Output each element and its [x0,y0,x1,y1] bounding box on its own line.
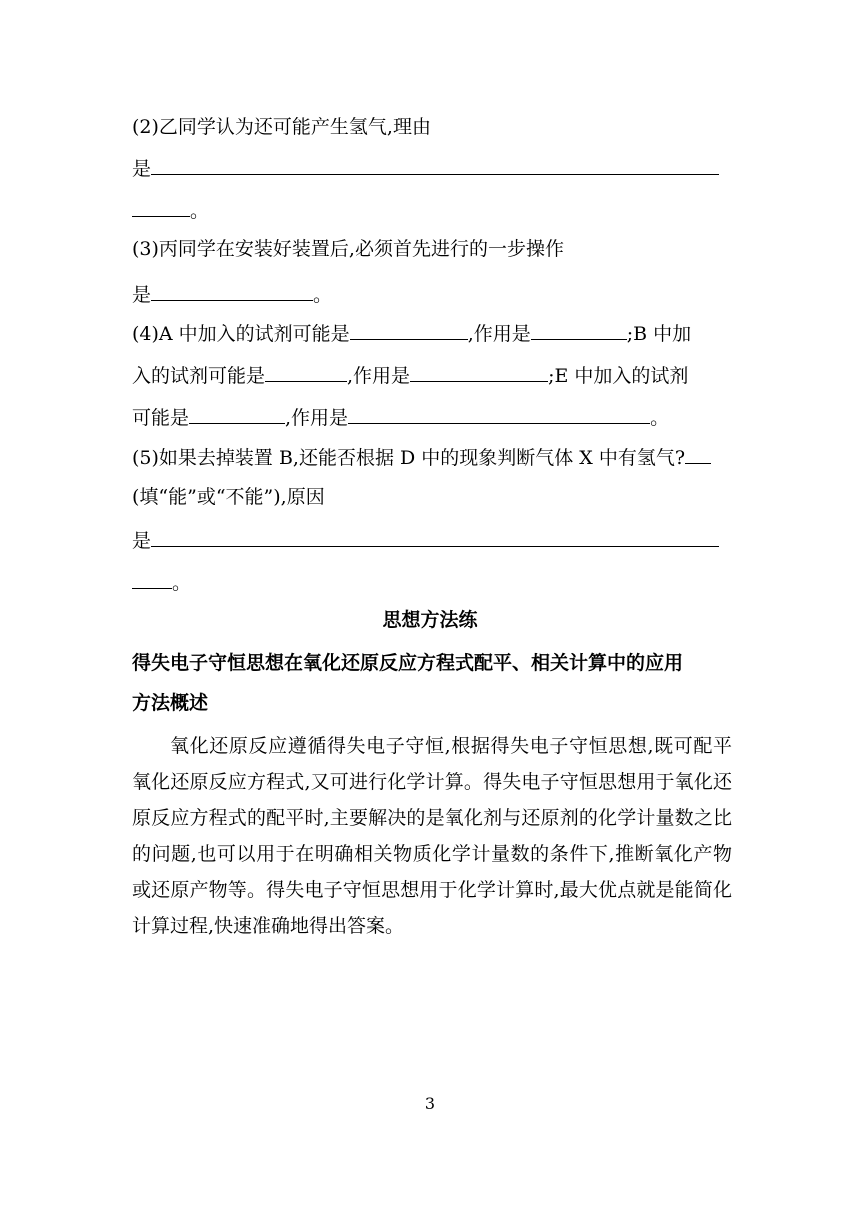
q4-a-reagent-blank[interactable] [350,319,468,340]
page-number: 3 [424,1094,436,1113]
q5-line-1: (5)如果去掉装置 B,还能否根据 D 中的现象判断气体 X 中有氢气? [132,443,722,471]
q5-reason-blank-cont[interactable] [132,568,172,589]
q2-answer-blank-cont[interactable] [132,196,190,217]
q2-line-2: 是 [132,154,722,182]
q5-line-4: 。 [132,568,722,596]
q2-answer-blank[interactable] [151,154,719,175]
q2-line-3: 。 [132,196,722,224]
q4-e-purpose-blank[interactable] [348,403,650,424]
section-title: 思想方法练 [382,609,478,631]
q4-line-2: 入的试剂可能是 ,作用是 ;E 中加入的试剂 [132,361,722,389]
q3-line-2: 是 。 [132,280,722,308]
q4-line-1: (4)A 中加入的试剂可能是 ,作用是 ;B 中加 [132,319,722,347]
q5-line-2: (填“能”或“不能”),原因 [132,486,325,508]
q5-line-3: 是 [132,526,722,554]
q2-line-1: (2)乙同学认为还可能产生氢气,理由 [132,116,431,138]
q3-line-1: (3)丙同学在安装好装置后,必须首先进行的一步操作 [132,238,564,260]
q4-a-purpose-blank[interactable] [531,319,627,340]
overview-heading: 方法概述 [132,692,209,714]
topic-heading: 得失电子守恒思想在氧化还原反应方程式配平、相关计算中的应用 [132,652,684,674]
q4-e-reagent-blank[interactable] [189,403,285,424]
q5-reason-blank[interactable] [151,526,719,547]
q3-answer-blank[interactable] [151,280,313,301]
q5-yes-no-blank[interactable] [685,443,711,464]
q4-b-purpose-blank[interactable] [410,361,548,382]
q4-b-reagent-blank[interactable] [265,361,347,382]
overview-paragraph: 氧化还原反应遵循得失电子守恒,根据得失电子守恒思想,既可配平氧化还原反应方程式,又可进行化学计算。得失电子守恒思想用于氧化还原反应方程式的配平时,主要解决的是氧化剂与还原剂的化学计量数之比的问题,也可以用于在明确相关物质化学计量数的条件下,推断氧化产物或还原产物等。得失电子守恒思想用于化学计算时,最大优点就是能简化计算过程,快速准确地得出答案。 [132,735,732,937]
q4-line-3: 可能是 ,作用是 。 [132,403,722,431]
